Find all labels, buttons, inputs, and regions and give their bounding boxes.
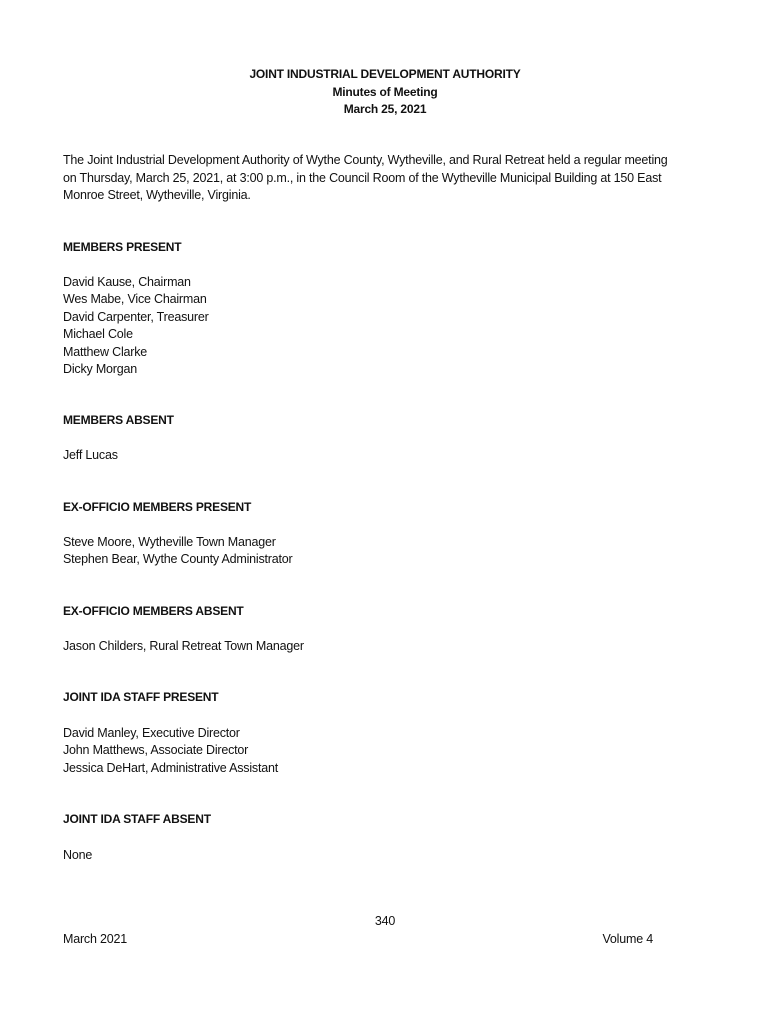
section-heading-staff-present: JOINT IDA STAFF PRESENT: [63, 690, 219, 704]
section-heading-ex-officio-present: EX-OFFICIO MEMBERS PRESENT: [63, 500, 252, 514]
staff-absent-list: [63, 847, 92, 864]
section-heading-ex-officio-absent: EX-OFFICIO MEMBERS ABSENT: [63, 604, 244, 618]
footer-date: March 2021: [63, 932, 128, 946]
list-item: Jeff Lucas: [63, 448, 118, 462]
list-item: Jessica DeHart, Administrative Assistant: [63, 760, 278, 775]
ex-officio-present-list: [63, 534, 293, 569]
list-item: David Carpenter, Treasurer: [63, 309, 209, 324]
list-item: Steve Moore, Wytheville Town Manager: [63, 535, 276, 549]
meeting-date: March 25, 2021: [343, 102, 427, 116]
list-item: David Kause, Chairman: [63, 275, 191, 289]
members-absent-list: [63, 447, 118, 464]
document-type: Minutes of Meeting: [332, 84, 438, 99]
intro-paragraph: The Joint Industrial Development Authority of Wythe County, Wytheville, and Rural Retreat held a regular meeting on Thursday, March 25, 2021, at 3:00 p.m., in the Council Room of the Wytheville Municipal Building at 150 East Monroe Street, Wytheville, Virginia.: [63, 153, 668, 202]
list-item: Matthew Clarke: [63, 344, 148, 359]
list-item: Wes Mabe, Vice Chairman: [63, 292, 207, 307]
list-item: Dicky Morgan: [63, 362, 138, 377]
footer-volume: Volume 4: [602, 932, 653, 946]
document-header: [0, 66, 770, 119]
list-item: Jason Childers, Rural Retreat Town Manager: [63, 639, 304, 653]
members-present-list: [63, 274, 209, 378]
section-heading-staff-absent: JOINT IDA STAFF ABSENT: [63, 812, 211, 826]
list-item: Michael Cole: [63, 327, 133, 342]
section-heading-members-absent: MEMBERS ABSENT: [63, 413, 174, 427]
list-item: David Manley, Executive Director: [63, 726, 240, 740]
list-item: John Matthews, Associate Director: [63, 743, 249, 758]
organization-title: JOINT INDUSTRIAL DEVELOPMENT AUTHORITY: [249, 67, 521, 81]
ex-officio-absent-list: [63, 638, 304, 655]
list-item: None: [63, 848, 93, 862]
page-number: 340: [374, 914, 396, 928]
section-heading-members-present: MEMBERS PRESENT: [63, 240, 182, 254]
list-item: Stephen Bear, Wythe County Administrator: [63, 552, 293, 567]
staff-present-list: [63, 725, 278, 777]
